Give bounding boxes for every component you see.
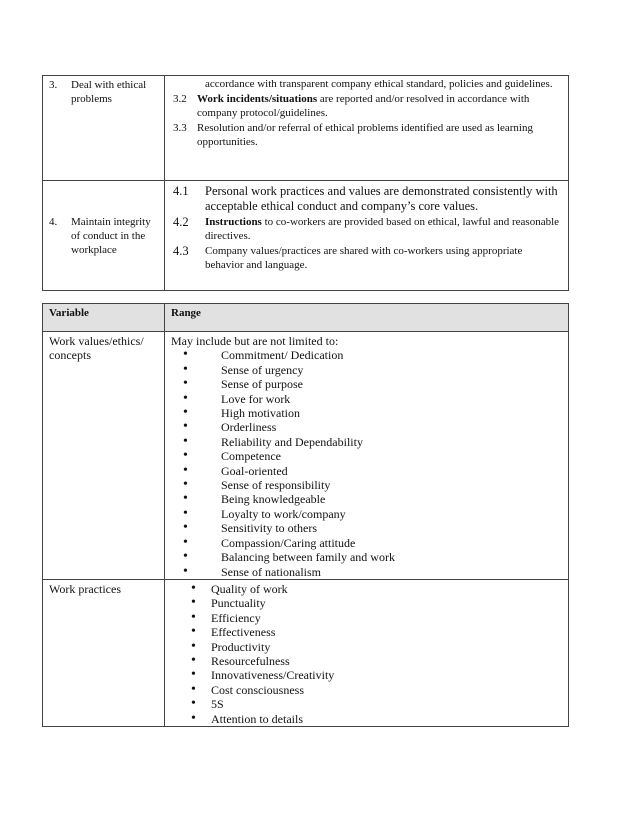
criterion [165,184,568,214]
criterion [165,244,568,272]
list-item: • Resourcefulness [171,654,568,668]
element-title: Maintain integrity of conduct in the workplace [71,215,151,256]
element-number: 4. [49,215,58,228]
range-intro: May include but are not limited to: [171,334,339,348]
criterion-bold-term: Work incidents/situations [197,93,318,105]
range-list [171,582,568,726]
list-item: • Compassion/Caring attitude [171,536,568,550]
criterion [165,92,568,120]
list-item: • Sense of urgency [171,363,568,377]
header-range: Range [165,304,569,332]
list-item: • High motivation [171,406,568,420]
table-row [43,76,569,181]
list-item: • Quality of work [171,582,568,596]
header-variable: Variable [43,304,165,332]
element-number: 3. [49,79,58,91]
list-item: • Productivity [171,640,568,654]
element-cell [43,76,165,181]
list-item: • Commitment/ Dedication [171,348,568,362]
criterion [165,215,568,243]
list-item: • Sense of purpose [171,377,568,391]
list-item: • Sensitivity to others [171,521,568,535]
list-item: • Loyalty to work/company [171,507,568,521]
criterion-text: accordance with transparent company ethical standard, policies and guidelines. [205,78,553,90]
list-item: • Sense of nationalism [171,565,568,579]
criterion [165,121,568,149]
criterion-text: Personal work practices and values are demonstrated consistently with acceptable ethical conduct and company’s core values. [205,184,558,213]
criteria-cell [165,181,569,291]
list-item: • Competence [171,449,568,463]
variable-label: Work values/ethics/ concepts [49,334,144,363]
list-item: • Goal-oriented [171,464,568,478]
range-cell [165,332,569,580]
table-header-row [43,304,569,332]
list-item: • 5S [171,697,568,711]
range-cell [165,579,569,726]
performance-criteria-table [42,75,569,291]
criterion-number: 4.2 [173,215,189,229]
list-item: • Love for work [171,392,568,406]
list-item: • Reliability and Dependability [171,435,568,449]
criterion [165,76,568,91]
list-item: • Efficiency [171,611,568,625]
list-item: • Orderliness [171,420,568,434]
variable-cell [43,579,165,726]
list-item: • Effectiveness [171,625,568,639]
list-item: • Balancing between family and work [171,550,568,564]
element-cell [43,181,165,291]
criteria-cell [165,76,569,181]
list-item: • Sense of responsibility [171,478,568,492]
criterion-text: Company values/practices are shared with co-workers using appropriate behavior and language. [205,245,523,271]
list-item: • Cost consciousness [171,683,568,697]
criterion-number: 3.2 [173,93,187,105]
range-list [171,348,568,579]
criterion-text: Resolution and/or referral of ethical problems identified are used as learning opportunities. [197,122,533,148]
variable-label: Work practices [49,581,121,596]
criterion-text: to co-workers are provided based on ethical, lawful and reasonable directives. [205,216,560,242]
criterion-bold-term: Instructions [205,216,262,228]
table-row [43,332,569,580]
list-item: • Innovativeness/Creativity [171,668,568,682]
criterion-text: are reported and/or resolved in accordance with company protocol/guidelines. [197,93,530,119]
criterion-number: 3.3 [173,122,187,134]
list-item: • Punctuality [171,596,568,610]
range-of-variables-table [42,303,569,727]
criterion-number: 4.3 [173,244,189,258]
list-item: • Being knowledgeable [171,492,568,506]
list-item: • Attention to details [171,712,568,726]
table-row [43,181,569,291]
element-title: Deal with ethical problems [71,79,147,105]
criterion-number: 4.1 [173,184,189,198]
table-row [43,579,569,726]
variable-cell [43,332,165,580]
